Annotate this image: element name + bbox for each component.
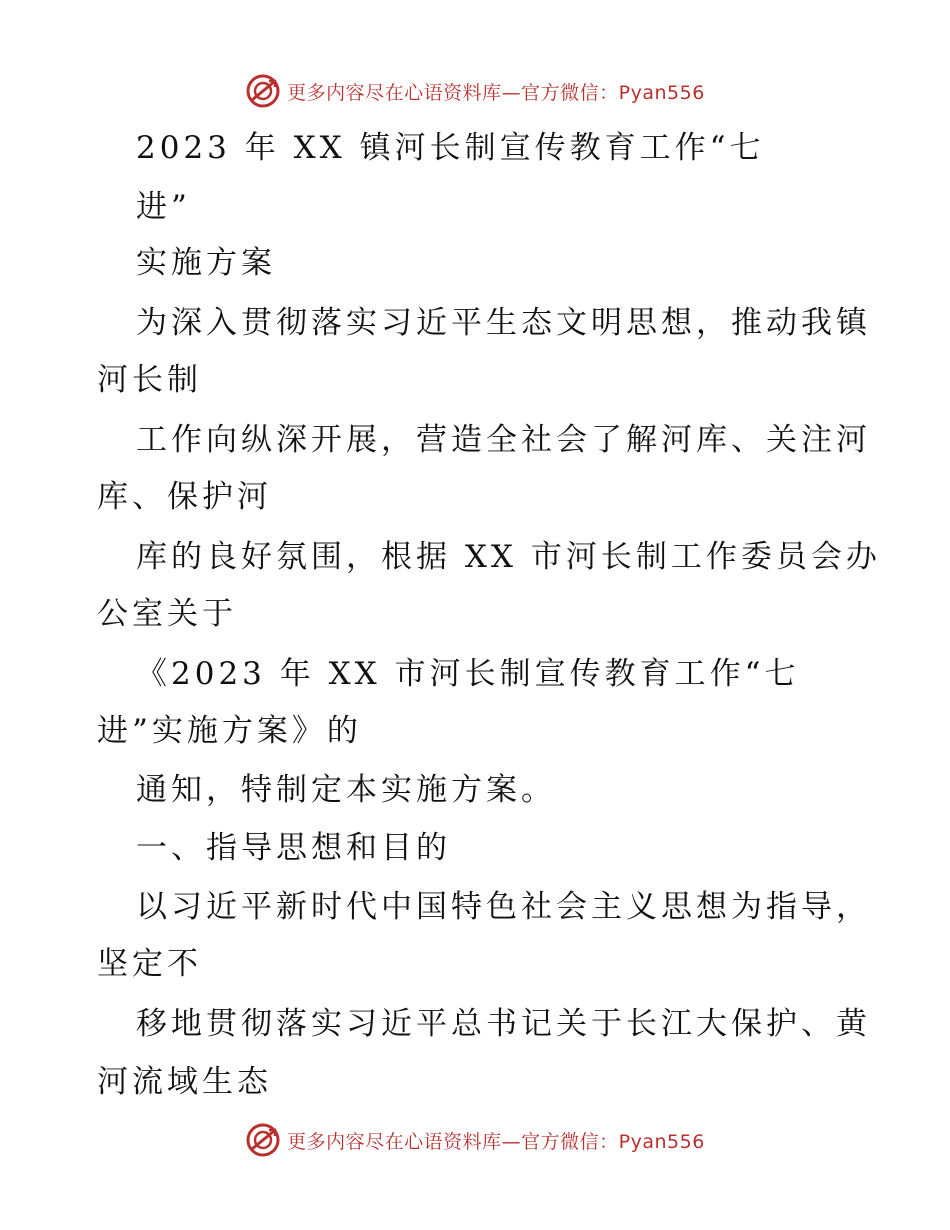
paragraph-line: 库的良好氛围，根据 XX 市河长制工作委员会办	[136, 539, 881, 575]
logo-icon	[245, 1122, 281, 1158]
watermark-text: 更多内容尽在心语资料库—官方微信：Pyan556	[287, 81, 705, 104]
paragraph-line: 移地贯彻落实习近平总书记关于长江大保护、黄	[136, 1006, 871, 1042]
paragraph-line: 《2023 年 XX 市河长制宣传教育工作“七	[136, 656, 800, 692]
watermark-footer	[0, 1122, 950, 1158]
paragraph-line: 坚定不	[97, 946, 202, 982]
logo-icon	[245, 73, 281, 109]
title-line-3: 实施方案	[136, 245, 276, 281]
watermark-header	[0, 73, 950, 109]
section-heading: 一、指导思想和目的	[136, 830, 451, 866]
document-body	[0, 120, 950, 1110]
paragraph-line: 进”实施方案》的	[97, 713, 362, 749]
paragraph-line: 库、保护河	[97, 479, 272, 515]
paragraph-line: 工作向纵深开展，营造全社会了解河库、关注河	[136, 422, 871, 458]
paragraph-line: 公室关于	[97, 596, 237, 632]
paragraph-line: 通知，特制定本实施方案。	[136, 772, 556, 808]
paragraph-line: 河流域生态	[97, 1064, 272, 1100]
paragraph-line: 河长制	[97, 362, 202, 398]
title-line-1: 2023 年 XX 镇河长制宣传教育工作“七	[136, 130, 765, 166]
paragraph-line: 以习近平新时代中国特色社会主义思想为指导，	[136, 889, 871, 925]
watermark-text: 更多内容尽在心语资料库—官方微信：Pyan556	[287, 1130, 705, 1153]
title-line-2: 进”	[136, 189, 191, 225]
paragraph-line: 为深入贯彻落实习近平生态文明思想，推动我镇	[136, 305, 871, 341]
